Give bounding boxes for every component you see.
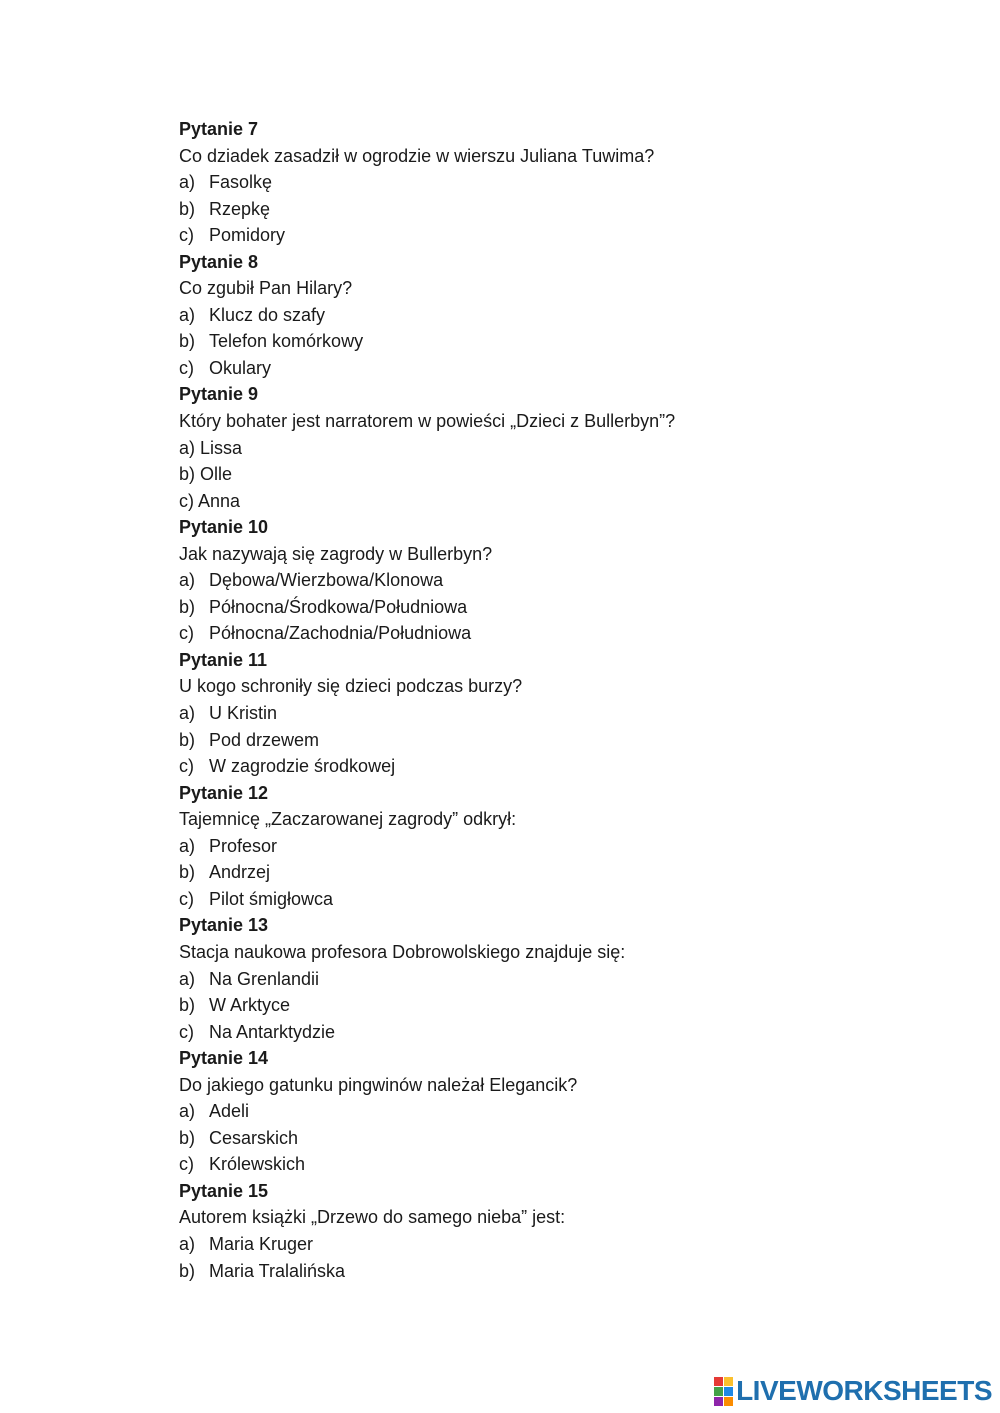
answer-option bbox=[179, 435, 939, 462]
answer-option bbox=[179, 833, 939, 860]
option-letter: a) bbox=[179, 1101, 196, 1122]
answer-option bbox=[179, 169, 939, 196]
question-title: Pytanie 9 bbox=[179, 384, 259, 405]
option-text: Olle bbox=[200, 464, 233, 485]
option-text: Cesarskich bbox=[209, 1127, 299, 1148]
option-text: Północna/Zachodnia/Południowa bbox=[209, 623, 472, 644]
option-letter: a) bbox=[179, 703, 196, 724]
question-text: Stacja naukowa profesora Dobrowolskiego znajduje się: bbox=[179, 941, 626, 962]
option-letter: a) bbox=[179, 172, 196, 193]
answer-option bbox=[179, 700, 939, 727]
logo-square bbox=[714, 1397, 723, 1406]
option-letter: b) bbox=[179, 1260, 196, 1281]
option-letter: c) bbox=[179, 225, 194, 246]
logo-square bbox=[714, 1377, 723, 1386]
question-title: Pytanie 11 bbox=[179, 649, 268, 670]
answer-option bbox=[179, 859, 939, 886]
answer-option bbox=[179, 594, 939, 621]
question-title: Pytanie 7 bbox=[179, 119, 259, 139]
option-letter: c) bbox=[179, 623, 194, 644]
question-text: U kogo schroniły się dzieci podczas burzy? bbox=[179, 676, 523, 697]
option-text: Okulary bbox=[209, 357, 272, 378]
question-title: Pytanie 10 bbox=[179, 517, 269, 538]
option-text: Na Antarktydzie bbox=[209, 1021, 336, 1042]
option-text: Telefon komórkowy bbox=[209, 331, 364, 352]
question-text: Tajemnicę „Zaczarowanej zagrody” odkrył: bbox=[179, 809, 517, 830]
option-letter: a) bbox=[179, 968, 196, 989]
option-letter: b) bbox=[179, 862, 196, 883]
question-title: Pytanie 13 bbox=[179, 915, 269, 936]
answer-option bbox=[179, 328, 939, 355]
option-letter: c) bbox=[179, 357, 194, 378]
logo-square bbox=[724, 1377, 733, 1386]
logo-square bbox=[714, 1387, 723, 1396]
answer-option bbox=[179, 1125, 939, 1152]
option-letter: b) bbox=[179, 596, 196, 617]
option-text: Pod drzewem bbox=[209, 729, 320, 750]
option-text: Królewskich bbox=[209, 1154, 306, 1175]
logo-squares-icon bbox=[714, 1377, 733, 1406]
answer-option bbox=[179, 966, 939, 993]
question-block bbox=[179, 1178, 939, 1284]
question-block bbox=[179, 116, 939, 249]
question-text: Jak nazywają się zagrody w Bullerbyn? bbox=[179, 543, 493, 564]
answer-option bbox=[179, 753, 939, 780]
question-title: Pytanie 12 bbox=[179, 782, 269, 803]
question-block bbox=[179, 1045, 939, 1178]
option-text: Pomidory bbox=[209, 225, 286, 246]
question-block bbox=[179, 647, 939, 780]
question-title: Pytanie 8 bbox=[179, 251, 259, 272]
question-text: Co zgubił Pan Hilary? bbox=[179, 278, 353, 299]
option-letter: b) bbox=[179, 198, 196, 219]
option-text: W Arktyce bbox=[209, 995, 291, 1016]
answer-option bbox=[179, 727, 939, 754]
question-text: Do jakiego gatunku pingwinów należał Elegancik? bbox=[179, 1074, 578, 1095]
answer-option bbox=[179, 620, 939, 647]
option-letter: c) bbox=[179, 490, 194, 511]
option-letter: a) bbox=[179, 304, 196, 325]
option-text: U Kristin bbox=[209, 703, 278, 724]
option-letter: c) bbox=[179, 756, 194, 777]
option-text: Profesor bbox=[209, 835, 278, 856]
option-text: Maria Kruger bbox=[209, 1233, 314, 1254]
option-letter: a) bbox=[179, 1233, 196, 1254]
answer-option bbox=[179, 886, 939, 913]
answer-option bbox=[179, 1019, 939, 1046]
option-letter: b) bbox=[179, 1127, 196, 1148]
question-block bbox=[179, 912, 939, 1045]
question-text: Co dziadek zasadził w ogrodzie w wierszu Juliana Tuwima? bbox=[179, 145, 655, 166]
option-text: Dębowa/Wierzbowa/Klonowa bbox=[209, 570, 444, 591]
option-letter: b) bbox=[179, 464, 196, 485]
option-text: Fasolkę bbox=[209, 172, 273, 193]
answer-option bbox=[179, 567, 939, 594]
option-text: Rzepkę bbox=[209, 198, 271, 219]
answer-option bbox=[179, 302, 939, 329]
option-text: Lissa bbox=[200, 437, 243, 458]
option-text: Północna/Środkowa/Południowa bbox=[209, 596, 468, 617]
question-text: Autorem książki „Drzewo do samego nieba” jest: bbox=[179, 1207, 566, 1228]
option-letter: c) bbox=[179, 888, 194, 909]
answer-option bbox=[179, 222, 939, 249]
question-text: Który bohater jest narratorem w powieści „Dzieci z Bullerbyn”? bbox=[179, 411, 676, 432]
logo-square bbox=[724, 1397, 733, 1406]
option-text: W zagrodzie środkowej bbox=[209, 756, 396, 777]
question-block bbox=[179, 780, 939, 913]
answer-option bbox=[179, 355, 939, 382]
answer-option bbox=[179, 992, 939, 1019]
option-letter: c) bbox=[179, 1154, 194, 1175]
question-title: Pytanie 15 bbox=[179, 1180, 269, 1201]
answer-option bbox=[179, 1098, 939, 1125]
option-letter: c) bbox=[179, 1021, 194, 1042]
option-letter: a) bbox=[179, 835, 196, 856]
answer-option bbox=[179, 488, 939, 515]
option-text: Maria Tralalińska bbox=[209, 1260, 346, 1281]
option-letter: a) bbox=[179, 437, 196, 458]
question-block bbox=[179, 514, 939, 647]
question-block bbox=[179, 249, 939, 382]
answer-option bbox=[179, 461, 939, 488]
brand-name: LIVEWORKSHEETS bbox=[736, 1375, 992, 1406]
option-text: Klucz do szafy bbox=[209, 304, 326, 325]
answer-option bbox=[179, 1231, 939, 1258]
logo-square bbox=[724, 1387, 733, 1396]
option-text: Anna bbox=[198, 490, 241, 511]
answer-option bbox=[179, 1151, 939, 1178]
option-letter: b) bbox=[179, 729, 196, 750]
question-title: Pytanie 14 bbox=[179, 1048, 269, 1069]
option-letter: a) bbox=[179, 570, 196, 591]
option-text: Adeli bbox=[209, 1101, 250, 1122]
option-letter: b) bbox=[179, 331, 196, 352]
liveworksheets-logo bbox=[714, 1375, 992, 1407]
option-text: Pilot śmigłowca bbox=[209, 888, 334, 909]
worksheet-content bbox=[179, 116, 939, 1284]
option-text: Na Grenlandii bbox=[209, 968, 320, 989]
answer-option bbox=[179, 1258, 939, 1285]
option-text: Andrzej bbox=[209, 862, 271, 883]
question-block bbox=[179, 381, 939, 514]
option-letter: b) bbox=[179, 995, 196, 1016]
answer-option bbox=[179, 196, 939, 223]
